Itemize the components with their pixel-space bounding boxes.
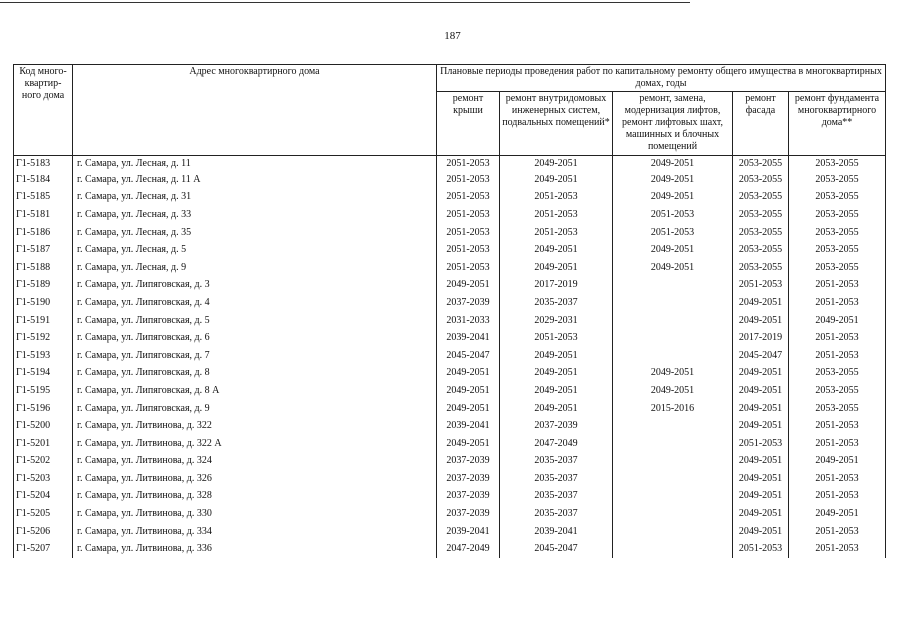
cell-facade: 2053-2055	[733, 171, 789, 189]
cell-code: Г1-5207	[14, 540, 73, 558]
cell-facade: 2017-2019	[733, 329, 789, 347]
cell-facade: 2051-2053	[733, 277, 789, 295]
cell-systems: 2049-2051	[500, 382, 613, 400]
cell-facade: 2049-2051	[733, 382, 789, 400]
cell-roof: 2051-2053	[437, 206, 500, 224]
table-row	[14, 417, 886, 435]
cell-code: Г1-5194	[14, 365, 73, 383]
cell-facade: 2049-2051	[733, 312, 789, 330]
cell-roof: 2051-2053	[437, 171, 500, 189]
header-address: Адрес многоквартирного дома	[73, 65, 437, 156]
cell-address: г. Самара, ул. Лесная, д. 5	[73, 241, 437, 259]
cell-facade: 2053-2055	[733, 259, 789, 277]
cell-foundation: 2049-2051	[789, 312, 886, 330]
cell-roof: 2049-2051	[437, 435, 500, 453]
cell-roof: 2051-2053	[437, 224, 500, 242]
cell-code: Г1-5190	[14, 294, 73, 312]
cell-address: г. Самара, ул. Литвинова, д. 326	[73, 470, 437, 488]
cell-code: Г1-5193	[14, 347, 73, 365]
cell-foundation: 2053-2055	[789, 382, 886, 400]
cell-facade: 2049-2051	[733, 294, 789, 312]
cell-foundation: 2053-2055	[789, 156, 886, 172]
cell-systems: 2051-2053	[500, 206, 613, 224]
cell-foundation: 2051-2053	[789, 488, 886, 506]
cell-facade: 2053-2055	[733, 241, 789, 259]
cell-foundation: 2053-2055	[789, 224, 886, 242]
table-row	[14, 470, 886, 488]
cell-code: Г1-5204	[14, 488, 73, 506]
cell-address: г. Самара, ул. Лесная, д. 11	[73, 156, 437, 172]
cell-lifts	[613, 329, 733, 347]
cell-systems: 2051-2053	[500, 224, 613, 242]
cell-foundation: 2053-2055	[789, 365, 886, 383]
cell-roof: 2045-2047	[437, 347, 500, 365]
capital-repair-table	[13, 64, 886, 558]
cell-address: г. Самара, ул. Липяговская, д. 6	[73, 329, 437, 347]
cell-facade: 2049-2051	[733, 488, 789, 506]
cell-address: г. Самара, ул. Лесная, д. 35	[73, 224, 437, 242]
cell-facade: 2051-2053	[733, 540, 789, 558]
table-row	[14, 189, 886, 207]
cell-systems: 2035-2037	[500, 453, 613, 471]
cell-lifts: 2049-2051	[613, 189, 733, 207]
cell-roof: 2031-2033	[437, 312, 500, 330]
cell-lifts: 2049-2051	[613, 241, 733, 259]
cell-lifts: 2049-2051	[613, 171, 733, 189]
cell-code: Г1-5206	[14, 523, 73, 541]
table-row	[14, 294, 886, 312]
table-row	[14, 347, 886, 365]
cell-roof: 2037-2039	[437, 294, 500, 312]
cell-code: Г1-5183	[14, 156, 73, 172]
cell-lifts	[613, 294, 733, 312]
cell-systems: 2037-2039	[500, 417, 613, 435]
table-row	[14, 206, 886, 224]
cell-foundation: 2051-2053	[789, 294, 886, 312]
cell-code: Г1-5200	[14, 417, 73, 435]
cell-facade: 2049-2051	[733, 453, 789, 471]
table-row	[14, 171, 886, 189]
cell-lifts	[613, 453, 733, 471]
table-row	[14, 400, 886, 418]
cell-foundation: 2051-2053	[789, 470, 886, 488]
cell-foundation: 2051-2053	[789, 435, 886, 453]
cell-lifts: 2049-2051	[613, 382, 733, 400]
cell-systems: 2035-2037	[500, 470, 613, 488]
table-row	[14, 277, 886, 295]
cell-foundation: 2053-2055	[789, 171, 886, 189]
cell-code: Г1-5192	[14, 329, 73, 347]
header-facade: ремонт фасада	[733, 92, 789, 156]
cell-foundation: 2051-2053	[789, 523, 886, 541]
cell-facade: 2053-2055	[733, 224, 789, 242]
cell-facade: 2053-2055	[733, 156, 789, 172]
cell-facade: 2051-2053	[733, 435, 789, 453]
cell-systems: 2035-2037	[500, 294, 613, 312]
cell-roof: 2037-2039	[437, 505, 500, 523]
cell-address: г. Самара, ул. Лесная, д. 11 А	[73, 171, 437, 189]
table-row	[14, 329, 886, 347]
cell-systems: 2035-2037	[500, 488, 613, 506]
cell-foundation: 2053-2055	[789, 400, 886, 418]
cell-roof: 2037-2039	[437, 488, 500, 506]
cell-lifts: 2051-2053	[613, 206, 733, 224]
table-row	[14, 488, 886, 506]
cell-lifts	[613, 435, 733, 453]
table-row	[14, 382, 886, 400]
cell-roof: 2051-2053	[437, 241, 500, 259]
cell-lifts: 2049-2051	[613, 259, 733, 277]
cell-code: Г1-5205	[14, 505, 73, 523]
cell-code: Г1-5196	[14, 400, 73, 418]
cell-facade: 2053-2055	[733, 206, 789, 224]
table-row	[14, 241, 886, 259]
cell-code: Г1-5202	[14, 453, 73, 471]
cell-foundation: 2049-2051	[789, 453, 886, 471]
cell-roof: 2039-2041	[437, 523, 500, 541]
cell-systems: 2049-2051	[500, 171, 613, 189]
cell-lifts	[613, 470, 733, 488]
cell-roof: 2039-2041	[437, 417, 500, 435]
cell-facade: 2049-2051	[733, 470, 789, 488]
cell-address: г. Самара, ул. Липяговская, д. 5	[73, 312, 437, 330]
cell-lifts: 2049-2051	[613, 156, 733, 172]
cell-address: г. Самара, ул. Липяговская, д. 8	[73, 365, 437, 383]
table-row	[14, 540, 886, 558]
cell-foundation: 2051-2053	[789, 417, 886, 435]
cell-facade: 2045-2047	[733, 347, 789, 365]
cell-code: Г1-5184	[14, 171, 73, 189]
cell-address: г. Самара, ул. Литвинова, д. 322 А	[73, 435, 437, 453]
cell-code: Г1-5185	[14, 189, 73, 207]
cell-lifts	[613, 505, 733, 523]
cell-foundation: 2051-2053	[789, 347, 886, 365]
cell-roof: 2051-2053	[437, 189, 500, 207]
cell-facade: 2049-2051	[733, 417, 789, 435]
cell-roof: 2049-2051	[437, 277, 500, 295]
cell-roof: 2039-2041	[437, 329, 500, 347]
cell-facade: 2049-2051	[733, 365, 789, 383]
cell-address: г. Самара, ул. Липяговская, д. 4	[73, 294, 437, 312]
cell-roof: 2051-2053	[437, 156, 500, 172]
header-systems: ремонт внутридомовых инженерных систем, подвальных помещений*	[500, 92, 613, 156]
table-row	[14, 156, 886, 172]
cell-lifts	[613, 417, 733, 435]
table-row	[14, 312, 886, 330]
cell-lifts: 2015-2016	[613, 400, 733, 418]
cell-address: г. Самара, ул. Литвинова, д. 328	[73, 488, 437, 506]
cell-roof: 2049-2051	[437, 382, 500, 400]
cell-roof: 2051-2053	[437, 259, 500, 277]
cell-address: г. Самара, ул. Липяговская, д. 8 А	[73, 382, 437, 400]
cell-systems: 2035-2037	[500, 505, 613, 523]
header-roof: ремонт крыши	[437, 92, 500, 156]
cell-address: г. Самара, ул. Липяговская, д. 7	[73, 347, 437, 365]
cell-address: г. Самара, ул. Липяговская, д. 3	[73, 277, 437, 295]
cell-lifts	[613, 277, 733, 295]
cell-systems: 2047-2049	[500, 435, 613, 453]
cell-code: Г1-5188	[14, 259, 73, 277]
cell-code: Г1-5181	[14, 206, 73, 224]
cell-roof: 2049-2051	[437, 365, 500, 383]
table-row	[14, 523, 886, 541]
header-code: Код много-квартир-ного дома	[14, 65, 73, 156]
cell-systems: 2051-2053	[500, 189, 613, 207]
cell-systems: 2045-2047	[500, 540, 613, 558]
cell-systems: 2049-2051	[500, 400, 613, 418]
cell-foundation: 2051-2053	[789, 329, 886, 347]
cell-code: Г1-5191	[14, 312, 73, 330]
cell-address: г. Самара, ул. Лесная, д. 33	[73, 206, 437, 224]
cell-foundation: 2053-2055	[789, 189, 886, 207]
cell-roof: 2049-2051	[437, 400, 500, 418]
cell-foundation: 2053-2055	[789, 206, 886, 224]
cell-roof: 2047-2049	[437, 540, 500, 558]
cell-lifts: 2049-2051	[613, 365, 733, 383]
cell-lifts: 2051-2053	[613, 224, 733, 242]
table-row	[14, 224, 886, 242]
cell-systems: 2039-2041	[500, 523, 613, 541]
cell-foundation: 2051-2053	[789, 540, 886, 558]
header-lifts: ремонт, замена, модернизация лифтов, ремонт лифтовых шахт, машинных и блочных помещений	[613, 92, 733, 156]
cell-lifts	[613, 523, 733, 541]
cell-systems: 2049-2051	[500, 259, 613, 277]
table-row	[14, 435, 886, 453]
cell-systems: 2017-2019	[500, 277, 613, 295]
cell-lifts	[613, 540, 733, 558]
table-row	[14, 365, 886, 383]
header-foundation: ремонт фундамента многоквартирного дома**	[789, 92, 886, 156]
cell-address: г. Самара, ул. Литвинова, д. 330	[73, 505, 437, 523]
cell-address: г. Самара, ул. Липяговская, д. 9	[73, 400, 437, 418]
cell-foundation: 2053-2055	[789, 259, 886, 277]
cell-roof: 2037-2039	[437, 470, 500, 488]
header-periods: Плановые периоды проведения работ по капитальному ремонту общего имущества в многоквартирных домах, годы	[437, 65, 886, 92]
cell-systems: 2029-2031	[500, 312, 613, 330]
table-row	[14, 453, 886, 471]
cell-address: г. Самара, ул. Лесная, д. 9	[73, 259, 437, 277]
cell-lifts	[613, 312, 733, 330]
cell-foundation: 2053-2055	[789, 241, 886, 259]
cell-systems: 2049-2051	[500, 156, 613, 172]
cell-systems: 2049-2051	[500, 365, 613, 383]
cell-address: г. Самара, ул. Литвинова, д. 322	[73, 417, 437, 435]
cell-address: г. Самара, ул. Лесная, д. 31	[73, 189, 437, 207]
cell-code: Г1-5203	[14, 470, 73, 488]
cell-facade: 2049-2051	[733, 400, 789, 418]
cell-address: г. Самара, ул. Литвинова, д. 324	[73, 453, 437, 471]
cell-code: Г1-5201	[14, 435, 73, 453]
cell-code: Г1-5195	[14, 382, 73, 400]
cell-address: г. Самара, ул. Литвинова, д. 336	[73, 540, 437, 558]
cell-code: Г1-5186	[14, 224, 73, 242]
cell-code: Г1-5189	[14, 277, 73, 295]
cell-systems: 2049-2051	[500, 241, 613, 259]
cell-systems: 2049-2051	[500, 347, 613, 365]
cell-address: г. Самара, ул. Литвинова, д. 334	[73, 523, 437, 541]
table-body	[14, 156, 886, 559]
cell-facade: 2049-2051	[733, 523, 789, 541]
cell-facade: 2053-2055	[733, 189, 789, 207]
cell-lifts	[613, 347, 733, 365]
cell-roof: 2037-2039	[437, 453, 500, 471]
cell-lifts	[613, 488, 733, 506]
table-row	[14, 259, 886, 277]
top-rule	[0, 2, 690, 3]
cell-systems: 2051-2053	[500, 329, 613, 347]
cell-facade: 2049-2051	[733, 505, 789, 523]
cell-foundation: 2049-2051	[789, 505, 886, 523]
table-row	[14, 505, 886, 523]
cell-code: Г1-5187	[14, 241, 73, 259]
page-number: 187	[444, 30, 461, 42]
cell-foundation: 2051-2053	[789, 277, 886, 295]
